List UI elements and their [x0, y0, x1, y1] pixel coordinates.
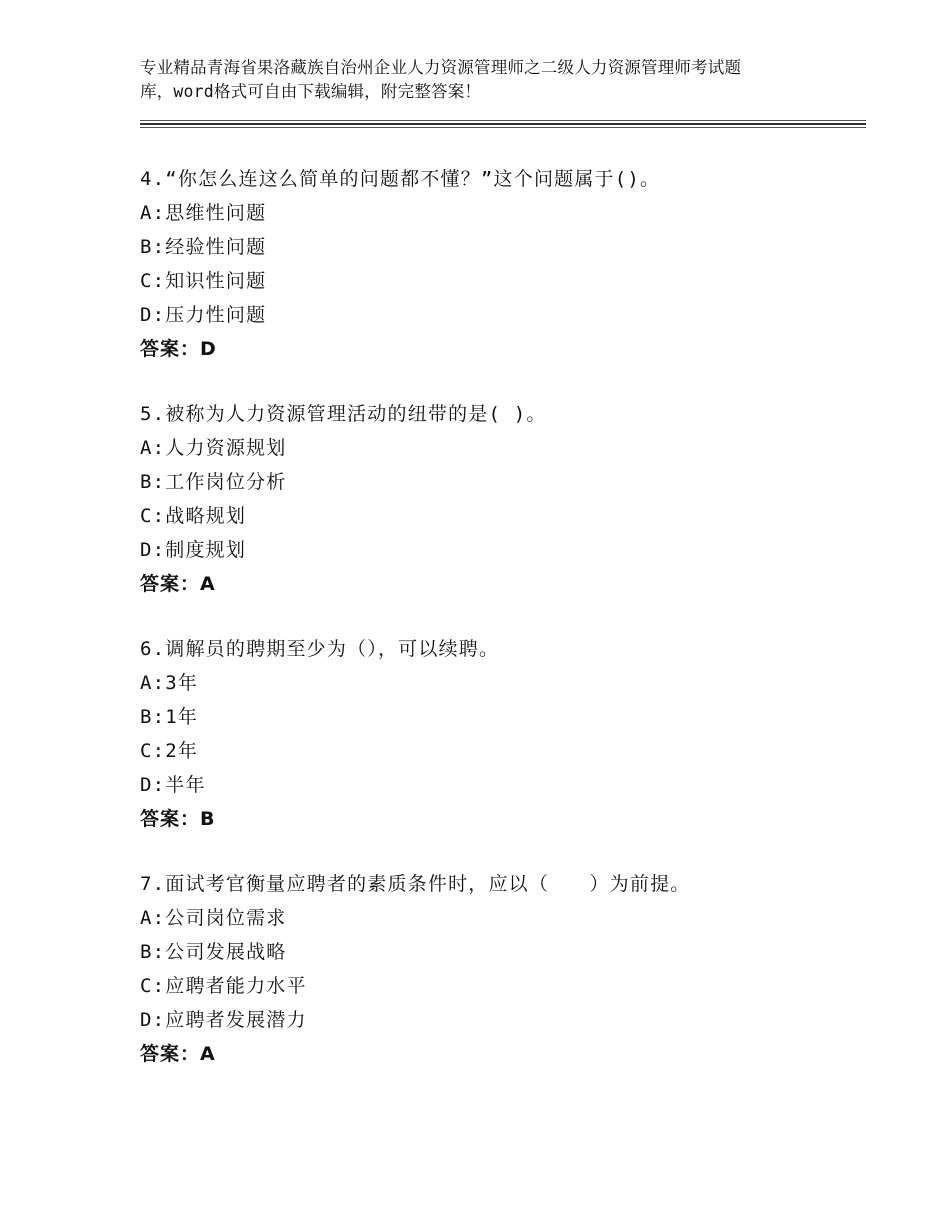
option-text: 3年: [165, 672, 199, 694]
option-key: B:: [140, 471, 166, 493]
option-key: D:: [140, 774, 166, 796]
header-title-line-2: 库，word格式可自由下载编辑，附完整答案！: [140, 82, 482, 101]
option-key: D:: [140, 304, 166, 326]
option-b: [140, 700, 860, 734]
question-7: [140, 867, 860, 1071]
question-4: [140, 162, 860, 366]
option-key: B:: [140, 941, 166, 963]
question-stem: 7.面试考官衡量应聘者的素质条件时，应以（ ）为前提。: [140, 873, 691, 895]
option-key: B:: [140, 236, 166, 258]
option-key: C:: [140, 505, 166, 527]
option-a: [140, 431, 860, 465]
option-text: 1年: [165, 706, 199, 728]
document-header: [140, 56, 840, 104]
option-d: [140, 298, 860, 332]
option-text: 压力性问题: [165, 304, 267, 326]
option-d: [140, 1003, 860, 1037]
option-text: 经验性问题: [165, 236, 267, 258]
answer-label: 答案：B: [140, 808, 216, 830]
option-key: A:: [140, 672, 166, 694]
option-text: 公司岗位需求: [165, 907, 287, 929]
question-5: [140, 397, 860, 601]
option-key: C:: [140, 740, 166, 762]
question-stem: 5.被称为人力资源管理活动的纽带的是( )。: [140, 403, 547, 425]
option-c: [140, 264, 860, 298]
option-text: 制度规划: [165, 539, 247, 561]
option-key: B:: [140, 706, 166, 728]
option-text: 2年: [165, 740, 199, 762]
option-b: [140, 465, 860, 499]
option-c: [140, 499, 860, 533]
option-text: 半年: [165, 774, 206, 796]
question-list: [140, 162, 860, 1102]
option-key: A:: [140, 437, 166, 459]
option-d: [140, 533, 860, 567]
header-divider-middle: [140, 123, 866, 125]
option-a: [140, 196, 860, 230]
option-b: [140, 935, 860, 969]
option-a: [140, 901, 860, 935]
answer-label: 答案：D: [140, 338, 217, 360]
answer-label: 答案：A: [140, 573, 216, 595]
option-d: [140, 768, 860, 802]
option-key: D:: [140, 539, 166, 561]
option-text: 知识性问题: [165, 270, 267, 292]
option-key: C:: [140, 975, 166, 997]
option-text: 工作岗位分析: [165, 471, 287, 493]
question-stem: 6.调解员的聘期至少为（），可以续聘。: [140, 638, 500, 660]
option-b: [140, 230, 860, 264]
option-key: A:: [140, 907, 166, 929]
option-text: 公司发展战略: [165, 941, 287, 963]
question-stem: 4.“你怎么连这么简单的问题都不懂？”这个问题属于()。: [140, 168, 661, 190]
option-text: 人力资源规划: [165, 437, 287, 459]
header-divider-bottom: [140, 127, 866, 128]
option-key: C:: [140, 270, 166, 292]
option-key: A:: [140, 202, 166, 224]
option-text: 战略规划: [165, 505, 247, 527]
answer-label: 答案：A: [140, 1043, 216, 1065]
option-text: 应聘者发展潜力: [165, 1009, 307, 1031]
header-title-line-1: 专业精品青海省果洛藏族自治州企业人力资源管理师之二级人力资源管理师考试题: [140, 58, 742, 77]
option-text: 思维性问题: [165, 202, 267, 224]
option-c: [140, 734, 860, 768]
option-a: [140, 666, 860, 700]
question-6: [140, 632, 860, 836]
option-text: 应聘者能力水平: [165, 975, 307, 997]
header-divider-top: [140, 120, 866, 121]
option-c: [140, 969, 860, 1003]
option-key: D:: [140, 1009, 166, 1031]
